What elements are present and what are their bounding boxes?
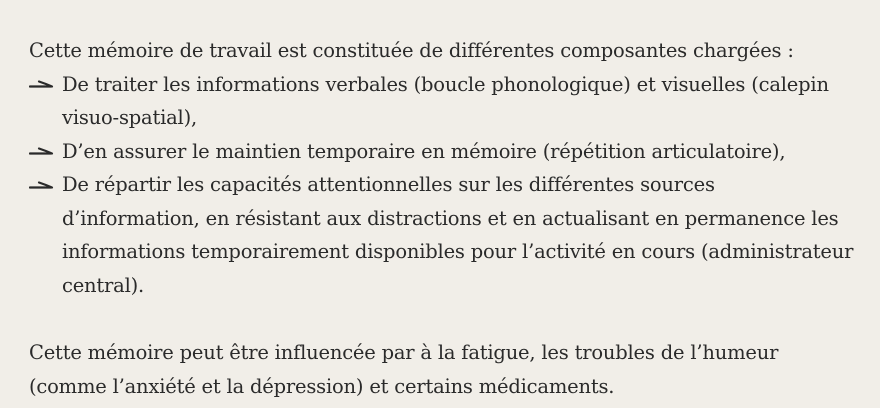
list-item <box>29 68 856 135</box>
list-item-text: De traiter les informations verbales (boucle phonologique) et visuelles (calepin visuo-spatial), <box>62 72 829 129</box>
component-list <box>29 68 856 303</box>
intro-paragraph: Cette mémoire de travail est constituée de différentes composantes chargées : <box>29 39 794 62</box>
list-item <box>29 135 856 169</box>
arrow-bullet-icon <box>29 135 62 169</box>
arrow-bullet-icon <box>29 168 62 202</box>
list-item <box>29 168 856 302</box>
list-item-text: De répartir les capacités attentionnelles sur les différentes sources d’information, en résistant aux distractions et en actualisant en permanence les informations temporairement disponibles pour l’activité en cours (administrateur central). <box>62 173 854 297</box>
list-item-text: D’en assurer le maintien temporaire en mémoire (répétition articulatoire), <box>62 139 786 163</box>
closing-paragraph: Cette mémoire peut être influencée par à la fatigue, les troubles de l’humeur (comme l’anxiété et la dépression) et certains médicaments. <box>29 341 779 398</box>
arrow-bullet-icon <box>29 68 62 102</box>
